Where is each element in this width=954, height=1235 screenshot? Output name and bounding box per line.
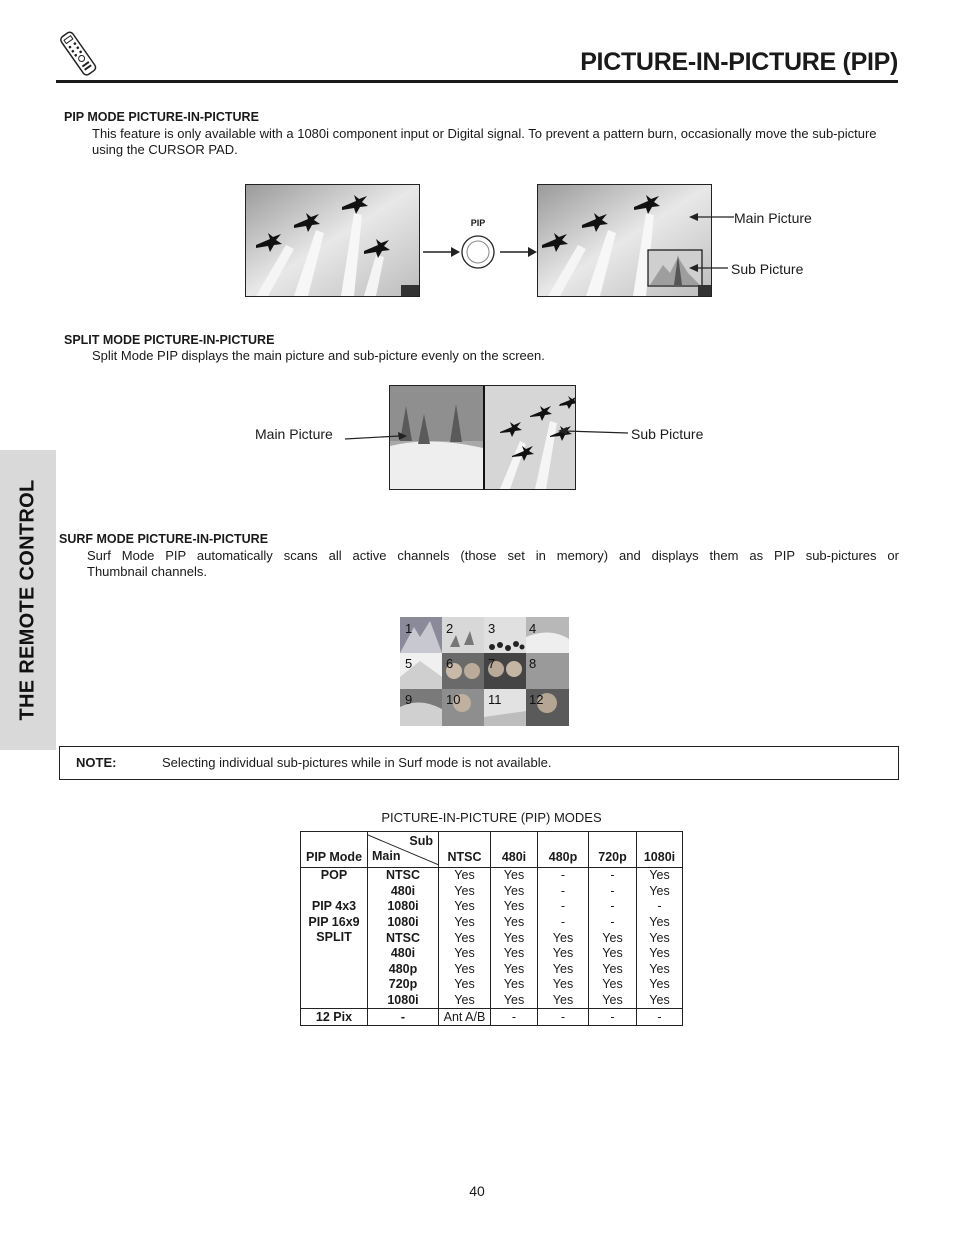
value-cell: Yes: [637, 993, 683, 1009]
note-text: Selecting individual sub-pictures while in Surf mode is not available.: [162, 755, 552, 770]
split-mode-image: [389, 385, 576, 490]
table-row: [301, 1009, 683, 1026]
main-picture-label: Main Picture: [255, 426, 333, 442]
value-cell: Yes: [439, 915, 491, 931]
note-box: [59, 746, 899, 780]
main-cell: 1080i: [368, 993, 439, 1009]
value-cell: -: [538, 884, 589, 900]
mode-cell: 12 Pix: [301, 1009, 368, 1026]
thumbnail-number: 1: [405, 621, 413, 636]
table-row: [301, 868, 683, 884]
surf-mode-body-line1: Surf Mode PIP automatically scans all active channels (those set in memory) and displays them as PIP sub-pictures or: [87, 548, 899, 563]
main-picture-label: Main Picture: [734, 210, 812, 226]
thumbnail-number: 2: [446, 621, 454, 636]
thumbnail-number: 8: [529, 656, 537, 671]
header-col-1080i: 1080i: [637, 832, 683, 868]
table-row: [301, 930, 683, 946]
main-cell: 480p: [368, 962, 439, 978]
value-cell: Yes: [491, 915, 538, 931]
value-cell: Yes: [637, 930, 683, 946]
value-cell: Yes: [538, 977, 589, 993]
pip-after-image: [537, 184, 712, 297]
arrow-right-icon: [498, 245, 538, 264]
sub-picture-label: Sub Picture: [731, 261, 804, 277]
value-cell: -: [589, 884, 637, 900]
value-cell: Yes: [491, 899, 538, 915]
value-cell: Yes: [439, 993, 491, 1009]
value-cell: Yes: [589, 993, 637, 1009]
thumbnail-grid: [400, 617, 569, 726]
value-cell: Yes: [491, 946, 538, 962]
sidebar-label: THE REMOTE CONTROL: [16, 479, 39, 721]
split-mode-heading: SPLIT MODE PICTURE-IN-PICTURE: [64, 333, 275, 347]
arrow-right-icon: [421, 245, 461, 264]
thumbnail-number: 5: [405, 656, 413, 671]
main-cell: 720p: [368, 977, 439, 993]
header-col-ntsc: NTSC: [439, 832, 491, 868]
value-cell: Yes: [439, 930, 491, 946]
value-cell: Yes: [491, 977, 538, 993]
pointer-arrow-icon: [688, 208, 736, 229]
value-cell: -: [589, 915, 637, 931]
pointer-arrow-icon: [688, 260, 730, 281]
thumbnail-number: 11: [488, 692, 502, 707]
value-cell: -: [538, 1009, 589, 1026]
value-cell: Yes: [637, 915, 683, 931]
note-label: NOTE:: [76, 755, 117, 770]
header-rule: [56, 80, 898, 83]
main-cell: NTSC: [368, 868, 439, 884]
split-mode-body: Split Mode PIP displays the main picture and sub-picture evenly on the screen.: [92, 348, 545, 363]
pip-mode-body: This feature is only available with a 1080i component input or Digital signal. To prevent a pattern burn, occasionally move the sub-picture using the CURSOR PAD.: [92, 126, 877, 157]
value-cell: Yes: [538, 993, 589, 1009]
pointer-arrow-icon: [344, 430, 408, 449]
value-cell: Yes: [491, 993, 538, 1009]
thumbnail-number: 4: [529, 621, 537, 636]
thumbnail-number: 10: [446, 692, 461, 707]
value-cell: -: [538, 915, 589, 931]
surf-mode-body-line2: Thumbnail channels.: [87, 564, 207, 579]
pip-before-image: [245, 184, 420, 297]
mode-cell: PIP 4x3: [301, 899, 368, 915]
main-cell: 1080i: [368, 899, 439, 915]
value-cell: Yes: [538, 962, 589, 978]
value-cell: Yes: [439, 946, 491, 962]
header-col-480i: 480i: [491, 832, 538, 868]
value-cell: Yes: [491, 868, 538, 884]
main-cell: 480i: [368, 946, 439, 962]
value-cell: Yes: [538, 946, 589, 962]
value-cell: Yes: [491, 930, 538, 946]
table-row: [301, 899, 683, 915]
pip-button[interactable]: [460, 218, 496, 272]
mode-cell: PIP 16x9: [301, 915, 368, 931]
main-cell: 1080i: [368, 915, 439, 931]
value-cell: Yes: [439, 977, 491, 993]
main-cell: 480i: [368, 884, 439, 900]
thumbnail-number: 3: [488, 621, 496, 636]
value-cell: Yes: [439, 962, 491, 978]
header-main-sub-cell: [368, 832, 439, 868]
thumbnail-number: 7: [488, 656, 496, 671]
main-cell: NTSC: [368, 930, 439, 946]
value-cell: Yes: [491, 884, 538, 900]
modes-table-title: PICTURE-IN-PICTURE (PIP) MODES: [381, 810, 602, 825]
header-sub: Sub: [409, 834, 433, 848]
thumbnail-number: 9: [405, 692, 413, 707]
header-main: Main: [372, 849, 401, 863]
value-cell: Yes: [439, 899, 491, 915]
value-cell: Yes: [589, 977, 637, 993]
value-cell: -: [491, 1009, 538, 1026]
pointer-arrow-icon: [557, 425, 629, 444]
pip-button-label: PIP: [470, 218, 486, 228]
value-cell: -: [589, 1009, 637, 1026]
surf-mode-heading: SURF MODE PICTURE-IN-PICTURE: [59, 532, 269, 546]
main-cell: -: [368, 1009, 439, 1026]
value-cell: Ant A/B: [439, 1009, 491, 1026]
header-pip-mode: PIP Mode: [301, 832, 368, 868]
value-cell: -: [538, 899, 589, 915]
value-cell: Yes: [491, 962, 538, 978]
sidebar-tab: [0, 450, 56, 750]
value-cell: -: [589, 899, 637, 915]
value-cell: Yes: [637, 884, 683, 900]
value-cell: Yes: [637, 946, 683, 962]
value-cell: Yes: [589, 946, 637, 962]
thumbnail-number: 12: [529, 692, 544, 707]
value-cell: Yes: [637, 868, 683, 884]
value-cell: Yes: [589, 962, 637, 978]
pip-modes-table: [300, 831, 683, 1026]
mode-cell: SPLIT: [301, 930, 368, 1008]
mode-cell: POP: [301, 868, 368, 900]
table-row: [301, 915, 683, 931]
header-col-480p: 480p: [538, 832, 589, 868]
value-cell: Yes: [439, 884, 491, 900]
value-cell: Yes: [637, 977, 683, 993]
page-title: PICTURE-IN-PICTURE (PIP): [580, 48, 898, 76]
pip-button-circle-icon: [460, 234, 496, 270]
header-col-720p: 720p: [589, 832, 637, 868]
value-cell: Yes: [589, 930, 637, 946]
value-cell: Yes: [637, 962, 683, 978]
value-cell: -: [637, 1009, 683, 1026]
thumbnail-number: 6: [446, 656, 454, 671]
pip-mode-heading: PIP MODE PICTURE-IN-PICTURE: [64, 110, 259, 124]
remote-control-icon: [58, 28, 100, 83]
value-cell: Yes: [439, 868, 491, 884]
value-cell: -: [637, 899, 683, 915]
value-cell: Yes: [538, 930, 589, 946]
value-cell: -: [589, 868, 637, 884]
value-cell: -: [538, 868, 589, 884]
page-number: 40: [469, 1183, 485, 1199]
sub-picture-label: Sub Picture: [631, 426, 704, 442]
